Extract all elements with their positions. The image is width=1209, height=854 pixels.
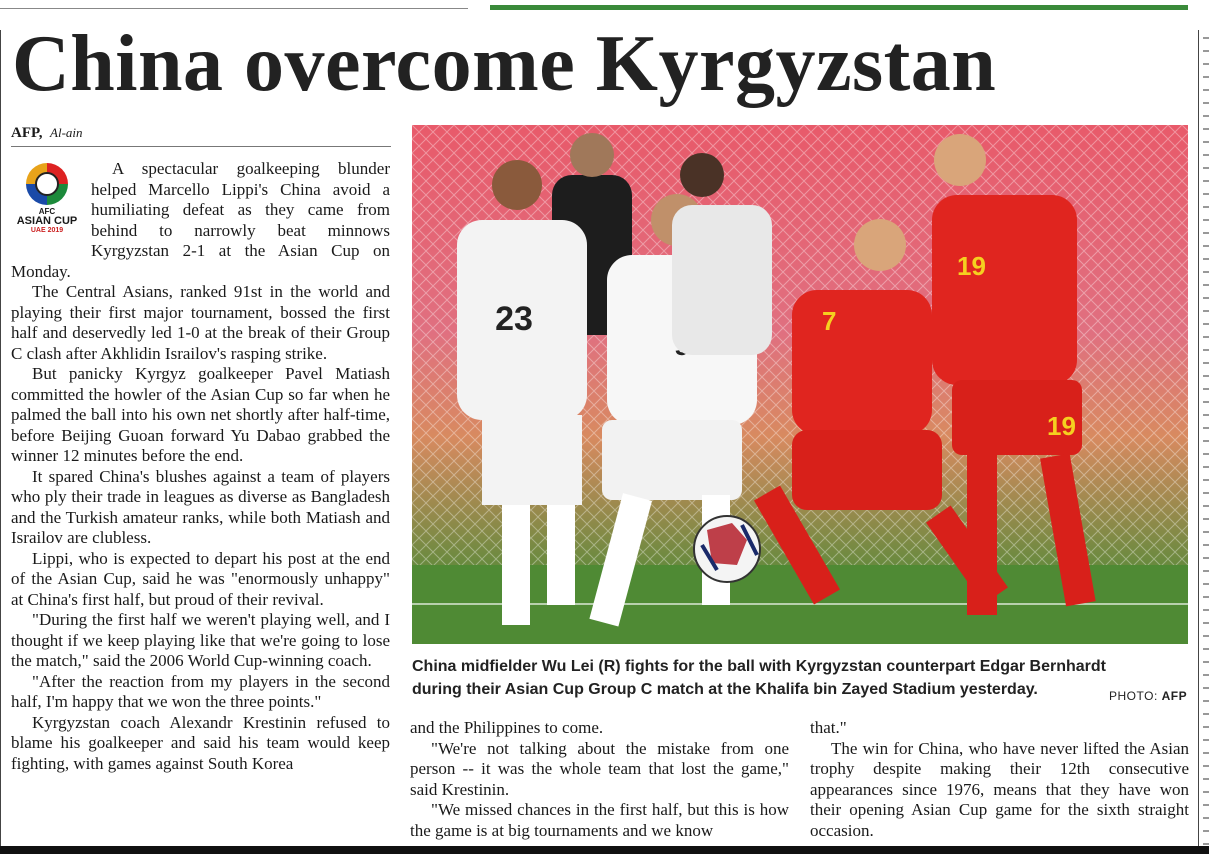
match-photo xyxy=(412,125,1188,644)
match-photo-illustration xyxy=(412,125,1188,644)
logo-line1: AFC xyxy=(38,207,56,216)
logo-line2: ASIAN CUP xyxy=(16,215,78,227)
paragraph-4: It spared China's blushes against a team of players who ply their trade in leagues as diverse as Bangladesh and the Turkish amateur ranks, while both Matiash and Israilov are clubless. xyxy=(11,466,390,547)
jersey-number-19-shorts: 19 xyxy=(1047,411,1076,441)
headline: China overcome Kyrgyzstan xyxy=(12,20,997,108)
jersey-number-19-front: 19 xyxy=(957,251,986,281)
top-rule-green xyxy=(490,5,1188,10)
paragraph-9: "We're not talking about the mistake from one person -- it was the whole team that lost the game," said Krestinin. xyxy=(410,738,789,799)
bottom-edge-bar xyxy=(0,846,1209,854)
article-column-2 xyxy=(410,718,789,841)
photo-caption xyxy=(412,655,1188,701)
photo-credit-source: AFP xyxy=(1161,689,1188,703)
paragraph-5: Lippi, who is expected to depart his post at the end of the Asian Cup, said he was "enormously unhappy" at China's first half, but proud of their revival. xyxy=(11,548,390,609)
article-column-1 xyxy=(11,159,390,774)
paragraph-11: The win for China, who have never lifted the Asian trophy despite making their 12th consecutive appearances since 1976, means that they have won their opening Asian Cup game for the sixth straight occasion. xyxy=(810,738,1189,840)
asian-cup-logo xyxy=(11,163,83,243)
asian-cup-emblem-icon xyxy=(26,163,68,205)
jersey-number-7: 7 xyxy=(822,306,837,336)
jersey-number-23: 23 xyxy=(495,300,533,338)
paragraph-2: The Central Asians, ranked 91st in the world and playing their first major tournament, bossed the first half and deservedly led 1-0 at the break of their Group C clash after Akhlidin Israilov's rasping strike. xyxy=(11,282,390,363)
top-rule-gray xyxy=(0,8,468,9)
right-column-border xyxy=(1198,30,1199,854)
logo-line3: UAE 2019 xyxy=(30,227,64,234)
byline-place: Al-ain xyxy=(50,125,83,140)
byline-rule xyxy=(11,146,391,147)
photo-caption-text: China midfielder Wu Lei (R) fights for the ball with Kyrgyzstan counterpart Edgar Bernhardt during their Asian Cup Group C match at the Khalifa bin Zayed Stadium yesterday. xyxy=(412,658,1106,698)
byline xyxy=(11,125,83,142)
paragraph-6: "During the first half we weren't playing well, and I thought if we keep playing like that we're going to lose the match," said the 2006 World Cup-winning coach. xyxy=(11,610,390,670)
left-column-border xyxy=(0,30,1,854)
paragraph-10: "We missed chances in the first half, but this is how the game is at big tournaments and we know xyxy=(410,800,789,840)
paragraph-1: A spectacular goalkeeping blunder helped Marcello Lippi's China avoid a humiliating defeat as they came from behind to narrowly beat minnows Kyrgyzstan 2-1 at the Asian Cup on Monday. xyxy=(11,159,390,281)
article-column-3 xyxy=(810,718,1189,841)
photo-credit xyxy=(1109,689,1187,703)
paragraph-8-continued: and the Philippines to come. xyxy=(410,718,604,737)
paragraph-7: "After the reaction from my players in the second half, I'm happy that we won the three points." xyxy=(11,671,390,711)
paragraph-10-continued: that." xyxy=(810,718,847,737)
photo-credit-label: PHOTO: xyxy=(1109,689,1158,703)
byline-agency: AFP, xyxy=(11,125,43,141)
paragraph-3: But panicky Kyrgyz goalkeeper Pavel Matiash committed the howler of the Asian Cup so far when he palmed the ball into his own net shortly after half-time, before Beijing Guoan forward Yu Dabao grabbed the winner 12 minutes before the end. xyxy=(11,364,390,465)
adjacent-page-edge xyxy=(1203,30,1209,854)
paragraph-8: Kyrgyzstan coach Alexandr Krestinin refused to blame his goalkeeper and said his team would keep fighting, with games against South Korea xyxy=(11,712,390,773)
